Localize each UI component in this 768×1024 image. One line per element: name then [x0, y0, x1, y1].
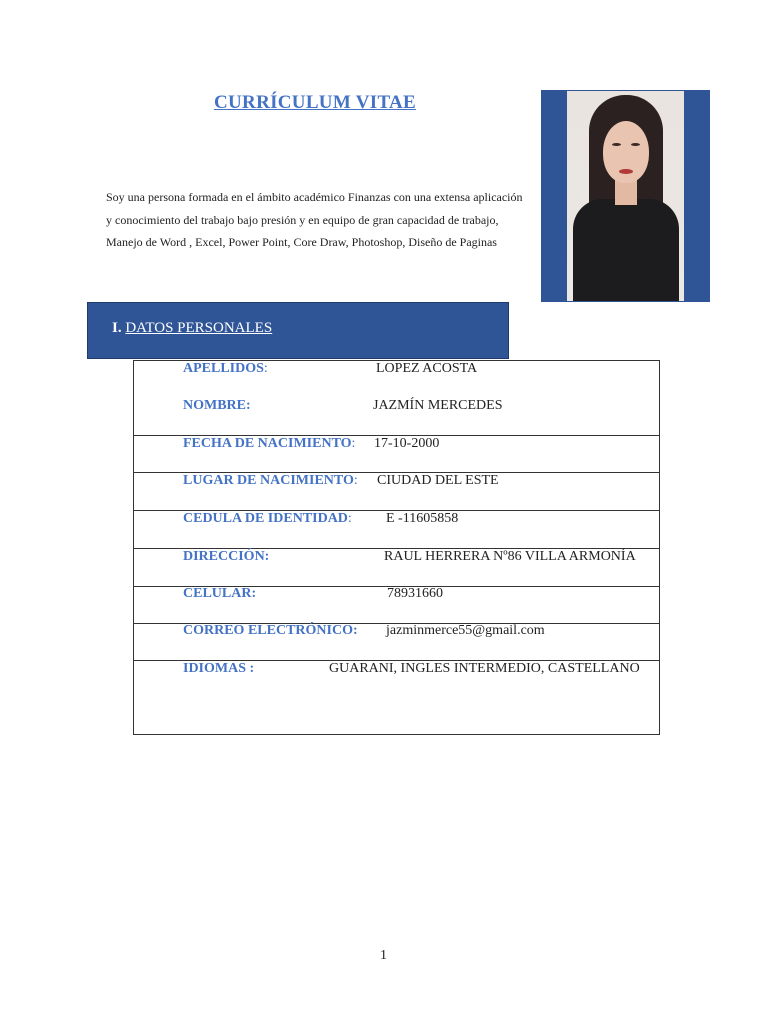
section-title: [112, 320, 272, 337]
section-title-text: DATOS PERSONALES: [125, 320, 273, 336]
table-row: [134, 361, 659, 436]
personal-data-table: [133, 360, 660, 735]
document-title: CURRÍCULUM VITAE: [214, 92, 417, 113]
table-row: [134, 661, 659, 734]
nombre-value: JAZMÍN MERCEDES: [373, 398, 503, 413]
correo-label: CORREO ELECTRÓNICO:: [183, 623, 358, 638]
cedula-label: CEDULA DE IDENTIDAD:: [183, 511, 352, 526]
profile-photo: [567, 91, 684, 301]
lugar-label: LUGAR DE NACIMIENTO:: [183, 473, 358, 488]
section-header-personal-data: [87, 302, 509, 359]
table-row: [134, 586, 659, 624]
page-number: 1: [380, 948, 387, 963]
profile-summary: Soy una persona formada en el ámbito académico Finanzas con una extensa aplicación y conocimiento del trabajo bajo presión y en equipo de gran capacidad de trabajo, Manejo de Word , Excel, Power Point, Core Draw, Photoshop, Diseño de Paginas: [106, 190, 523, 249]
fecha-value: 17-10-2000: [374, 436, 440, 451]
profile-photo-frame: [541, 90, 710, 302]
direccion-label: DIRECCIÓN:: [183, 549, 270, 564]
correo-value: jazminmerce55@gmail.com: [386, 623, 545, 638]
nombre-label: NOMBRE:: [183, 398, 251, 413]
section-number: I.: [112, 320, 122, 336]
fecha-label: FECHA DE NACIMIENTO:: [183, 436, 356, 451]
direccion-value: RAUL HERRERA Nº86 VILLA ARMONÍA: [384, 549, 636, 564]
cedula-value: E -11605858: [386, 511, 459, 526]
apellidos-label: APELLIDOS:: [183, 361, 268, 376]
table-row: [134, 473, 659, 511]
apellidos-value: LOPEZ ACOSTA: [376, 361, 478, 376]
table-row: [134, 623, 659, 661]
table-row: [134, 435, 659, 473]
table-row: [134, 511, 659, 549]
table-row: [134, 549, 659, 587]
lugar-value: CIUDAD DEL ESTE: [377, 473, 499, 488]
celular-value: 78931660: [387, 586, 443, 601]
idiomas-label: IDIOMAS :: [183, 661, 255, 676]
idiomas-value: GUARANI, INGLES INTERMEDIO, CASTELLANO: [329, 661, 640, 676]
celular-label: CELULAR:: [183, 586, 257, 601]
